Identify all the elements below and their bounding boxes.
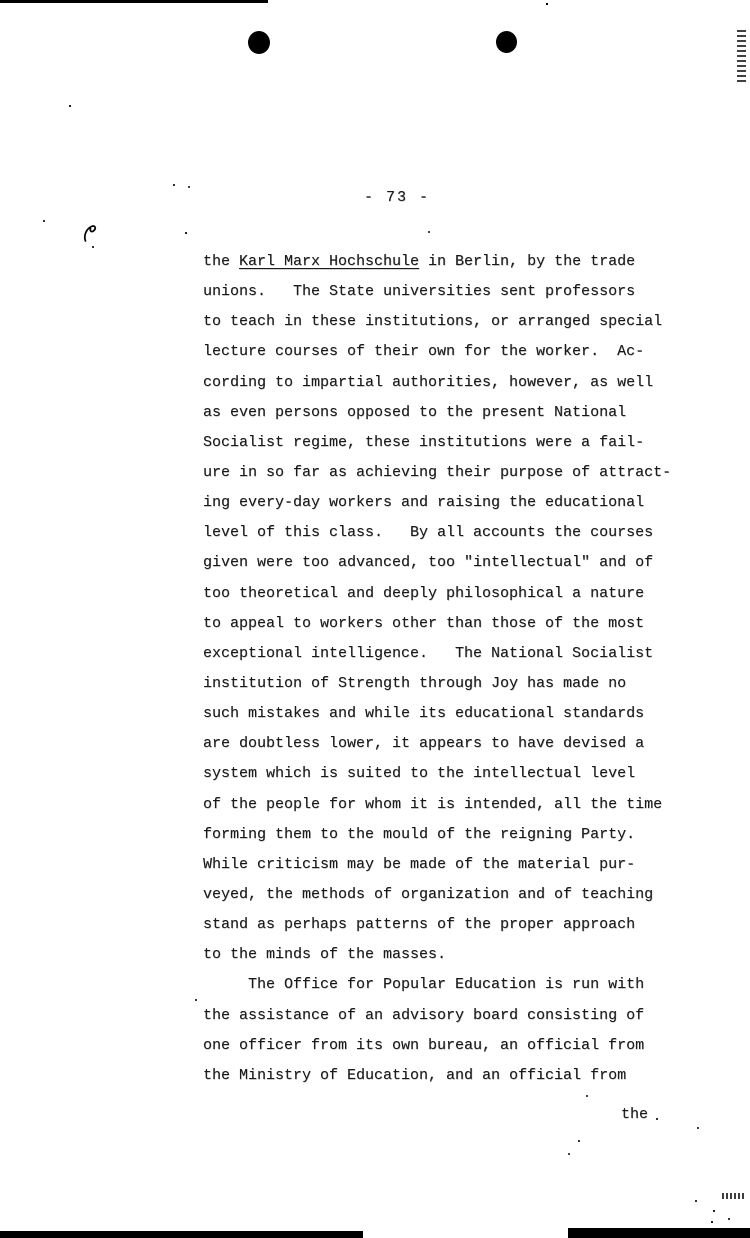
- page-number: - 73 -: [364, 189, 431, 206]
- text-line: the assistance of an advisory board consisting of: [203, 1006, 645, 1024]
- text-line: unions. The State universities sent professors: [203, 283, 636, 301]
- text-line: stand as perhaps patterns of the proper approach: [203, 916, 636, 934]
- text-line: such mistakes and while its educational standards: [203, 705, 645, 723]
- document-lines: [203, 247, 703, 1091]
- text-line: cording to impartial authorities, however, as well: [203, 373, 654, 391]
- text-line: one officer from its own bureau, an official from: [203, 1036, 645, 1054]
- text-line: level of this class. By all accounts the courses: [203, 524, 654, 542]
- scan-edge-bar-bottom-right: [568, 1228, 750, 1238]
- scan-noise-bottom-right: [722, 1193, 744, 1199]
- text-line: as even persons opposed to the present National: [203, 403, 627, 421]
- text-line: institution of Strength through Joy has made no: [203, 674, 627, 692]
- text-line: Socialist regime, these institutions were a fail-: [203, 433, 645, 451]
- catchword: the: [621, 1106, 649, 1123]
- punch-hole-right: [496, 31, 517, 53]
- scan-edge-bar-bottom-left: [0, 1231, 363, 1238]
- text-line: to appeal to workers other than those of the most: [203, 614, 645, 632]
- handwritten-curl-mark: [82, 223, 99, 244]
- text-line: given were too advanced, too "intellectual" and of: [203, 554, 654, 572]
- text-line: ure in so far as achieving their purpose of attract-: [203, 463, 672, 481]
- scan-noise-top-right: [737, 30, 746, 84]
- underlined-text: Karl Marx Hochschule: [239, 253, 420, 270]
- text-segment: in Berlin, by the trade: [419, 253, 636, 270]
- text-line: to the minds of the masses.: [203, 946, 447, 964]
- text-line: system which is suited to the intellectual level: [203, 765, 636, 783]
- text-line: [203, 247, 703, 277]
- text-line: exceptional intelligence. The National Socialist: [203, 644, 654, 662]
- text-line: While criticism may be made of the material pur-: [203, 855, 636, 873]
- text-line: too theoretical and deeply philosophical a nature: [203, 584, 645, 602]
- text-line: ing every-day workers and raising the educational: [203, 494, 645, 512]
- text-line: lecture courses of their own for the worker. Ac-: [203, 343, 645, 361]
- punch-hole-left: [248, 31, 270, 54]
- text-line: veyed, the methods of organization and of teaching: [203, 885, 654, 903]
- text-line: forming them to the mould of the reigning Party.: [203, 825, 636, 843]
- scan-edge-line-top: [0, 0, 268, 3]
- text-line: of the people for whom it is intended, all the time: [203, 795, 663, 813]
- text-line: The Office for Popular Education is run with: [203, 976, 645, 994]
- scan-specks: [0, 0, 2, 2]
- text-line: are doubtless lower, it appears to have devised a: [203, 735, 645, 753]
- text-line: the Ministry of Education, and an official from: [203, 1066, 627, 1084]
- text-segment: the: [203, 253, 240, 270]
- text-line: to teach in these institutions, or arranged special: [203, 313, 663, 331]
